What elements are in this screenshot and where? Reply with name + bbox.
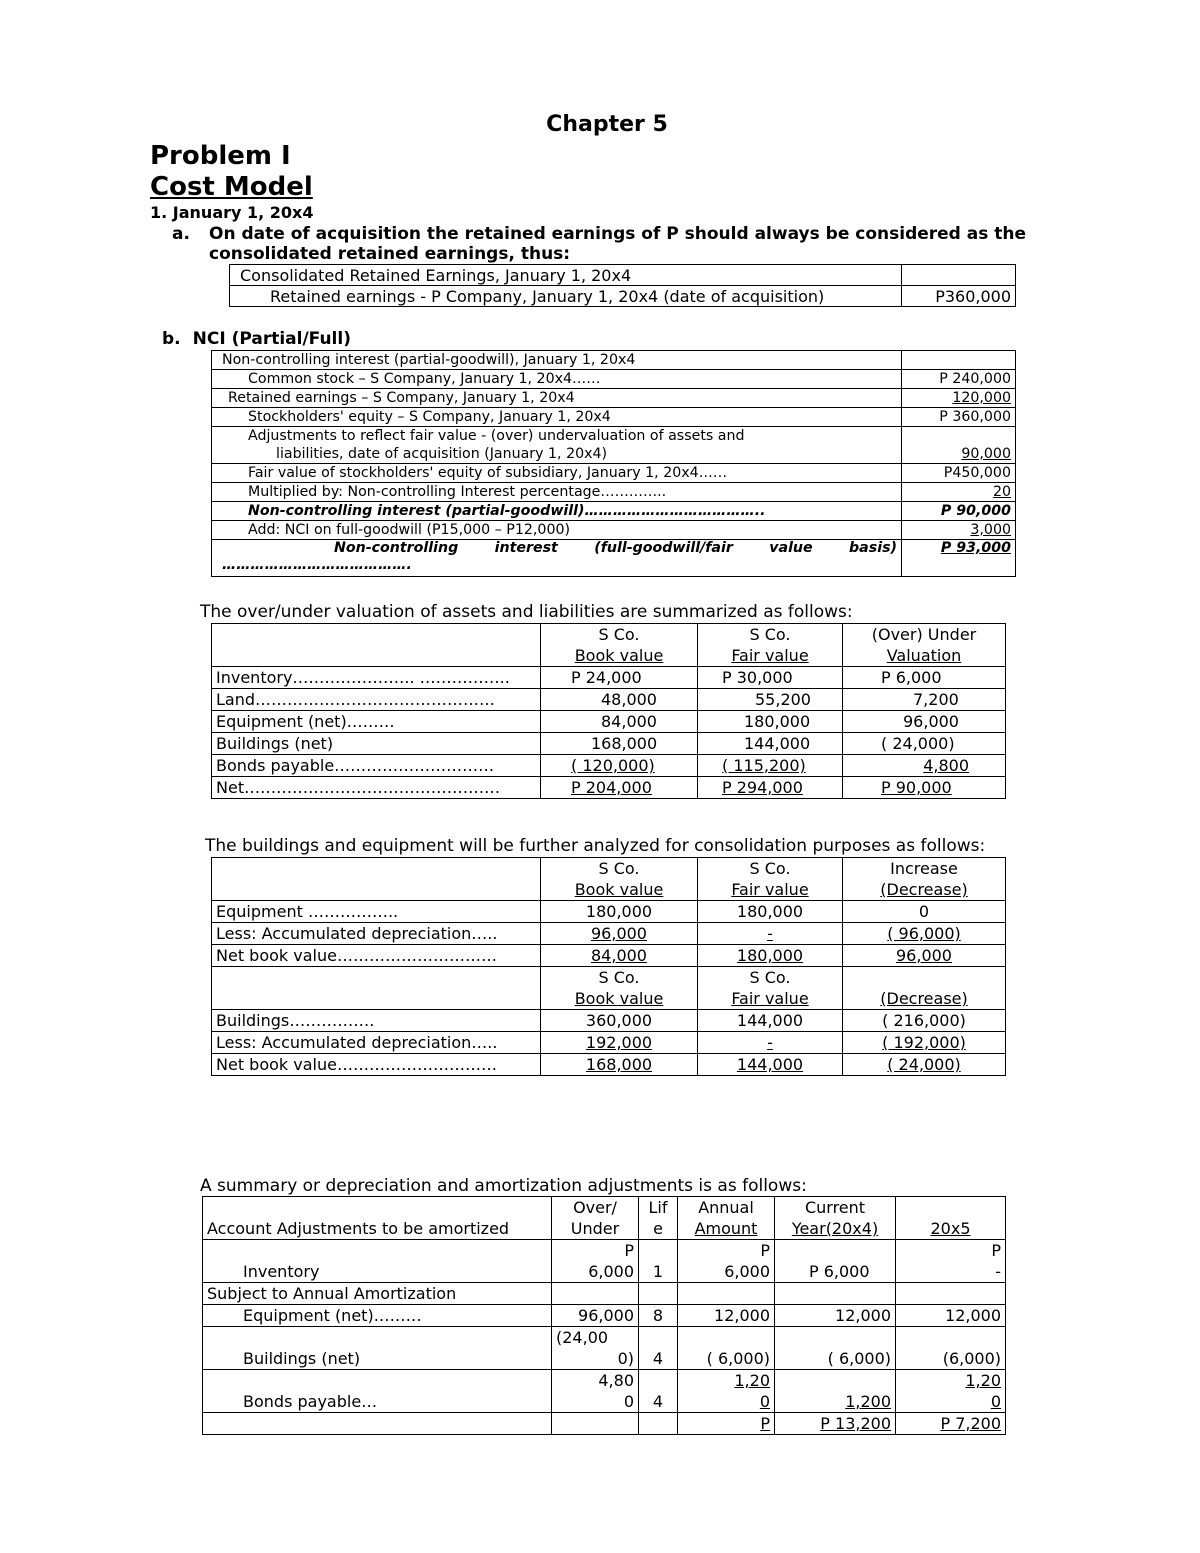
- retained-table-empty: [902, 265, 1016, 286]
- table-row: Bonds payable… 4,80 0 4 1,20 0 1,200 1,20 0: [203, 1370, 1006, 1413]
- table-row: Add: NCI on full-goodwill (P15,000 – P12,000) 3,000: [212, 521, 1016, 540]
- table-row: Equipment …………….. 180,000 180,000 0: [212, 901, 1006, 923]
- table-row: Retained earnings – S Company, January 1, 20x4 120,000: [212, 389, 1016, 408]
- table-row: Common stock – S Company, January 1, 20x4…… P 240,000: [212, 370, 1016, 389]
- table-row: Non-controlling interest (full-goodwill/fair value basis) …………………………………. P 93,000: [212, 540, 1016, 577]
- table-row: Net book value………………………… 168,000 144,000 ( 24,000): [212, 1054, 1006, 1076]
- valuation-intro: The over/under valuation of assets and liabilities are summarized as follows:: [200, 602, 853, 622]
- table-row: Land……………………………………… 48,000 55,200 7,200: [212, 689, 1006, 711]
- table-row: Equipment (net)……… 96,000 8 12,000 12,000 12,000: [203, 1305, 1006, 1327]
- table-row: Net………………………………………… P 204,000 P 294,000 P 90,000: [212, 777, 1006, 799]
- table-row: Equipment (net)……… 84,000 180,000 96,000: [212, 711, 1006, 733]
- item-a-text: On date of acquisition the retained earnings of P should always be considered as the consolidated retained earnings, thus:: [209, 224, 1027, 264]
- item-a-label: a.: [172, 224, 190, 244]
- nci-title: Non-controlling interest (partial-goodwill), January 1, 20x4: [212, 351, 902, 370]
- retained-row-value: P360,000: [902, 286, 1016, 307]
- table-row: Fair value of stockholders' equity of subsidiary, January 1, 20x4…… P450,000: [212, 464, 1016, 483]
- analysis-intro: The buildings and equipment will be further analyzed for consolidation purposes as follows:: [205, 836, 986, 856]
- table-row: Inventory………………….. …………….. P 24,000 P 30,000 P 6,000: [212, 667, 1006, 689]
- table-row: Less: Accumulated depreciation….. 192,000 - ( 192,000): [212, 1032, 1006, 1054]
- table-row: Net book value………………………… 84,000 180,000 96,000: [212, 945, 1006, 967]
- table-row: Multiplied by: Non-controlling Interest percentage………….. 20: [212, 483, 1016, 502]
- table-row: Less: Accumulated depreciation….. 96,000 - ( 96,000): [212, 923, 1006, 945]
- table-row: Buildings (net) (24,00 0) 4 ( 6,000) ( 6,000) (6,000): [203, 1327, 1006, 1370]
- nci-table: [211, 350, 1016, 577]
- item-heading: 1. January 1, 20x4: [150, 203, 314, 222]
- subject-label: Subject to Annual Amortization: [203, 1283, 552, 1305]
- analysis-table: S Co. Book value S Co. Fair value Increase (Decrease) Equipment …………….. 180,000 180,000 0 Less: Accumulated depreciation….. 96,000 - ( 96,000) Net book value………………………… 84,000 180,000 96,000 S Co. Book value S Co. Fair value (Decrease) Buildings……………. 360,000 144,000 ( 216,000) Less: Accumulated depreciation….. 192,000 - ( 192,000) Net book value………………………… 168,000 144,000 ( 24,000): [211, 857, 1006, 1076]
- problem-title: Problem I: [150, 141, 291, 171]
- amort-intro: A summary or depreciation and amortization adjustments is as follows:: [200, 1176, 807, 1196]
- table-row: Inventory P 6,000 1 P 6,000 P 6,000 P -: [203, 1240, 1006, 1283]
- item-b-heading: b. NCI (Partial/Full): [162, 329, 351, 349]
- valuation-table: S Co. Book value S Co. Fair value (Over) Under Valuation Inventory………………….. …………….. P 24,000 P 30,000 P 6,000 Land……………………………………… 48,000 55,200 7,200 Equipment (net)……… 84,000 180,000 96,000 Buildings (net) 168,000 144,000 ( 24,000) Bonds payable………………………… ( 120,000) ( 115,200) 4,800 Net………………………………………… P 204,000 P 294,000 P 90,000: [211, 623, 1006, 799]
- table-row: Buildings (net) 168,000 144,000 ( 24,000): [212, 733, 1006, 755]
- table-row: Stockholders' equity – S Company, January 1, 20x4 P 360,000: [212, 408, 1016, 427]
- retained-earnings-table: [229, 264, 1016, 307]
- retained-table-title: Consolidated Retained Earnings, January 1, 20x4: [230, 265, 902, 286]
- chapter-title: Chapter 5: [546, 112, 668, 137]
- section-subtitle: Cost Model: [150, 172, 313, 202]
- table-row: Adjustments to reflect fair value - (over) undervaluation of assets and liabilities, date of acquisition (January 1, 20x4) 90,000: [212, 427, 1016, 464]
- table-row: Bonds payable………………………… ( 120,000) ( 115,200) 4,800: [212, 755, 1006, 777]
- amortization-table: Account Adjustments to be amortized Over/ Under Lif e Annual Amount Current Year(20x4) 20x5 Inventory P 6,000 1 P 6,000 P 6,000 P - Subject to Annual Amortization Equipment (net)……… 96,000 8 12,000 12,000 12,000 Buildings (net) (24,00 0) 4 ( 6,000) ( 6,000) (6,000) Bonds payable… 4,80 0 4 1,20 0 1,200 1,20 0 P P 13,200 P 7,200: [202, 1196, 1006, 1435]
- table-row: Buildings……………. 360,000 144,000 ( 216,000): [212, 1010, 1006, 1032]
- table-row: P P 13,200 P 7,200: [203, 1413, 1006, 1435]
- retained-row-label: Retained earnings - P Company, January 1, 20x4 (date of acquisition): [230, 286, 902, 307]
- table-row: Non-controlling interest (partial-goodwill)……………………………….. P 90,000: [212, 502, 1016, 521]
